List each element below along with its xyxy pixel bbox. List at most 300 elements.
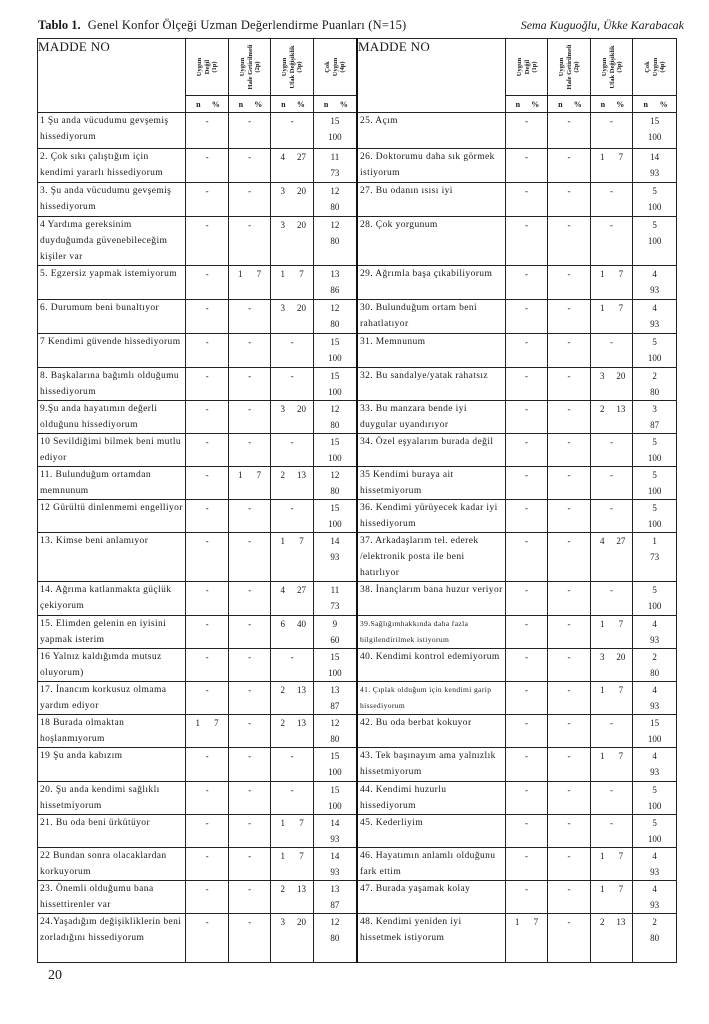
table-caption: [38, 18, 688, 36]
column-header: [590, 39, 633, 96]
n-value: 13: [330, 884, 340, 894]
percent-value: 80: [330, 236, 340, 246]
score-cell-c1: [505, 467, 548, 500]
item-text: 48. Kendimi yeniden iyi hissetmek istiyorum: [357, 914, 505, 963]
n-value: -: [525, 751, 529, 761]
column-header-label: [600, 45, 623, 88]
item-text: 12 Gürültü dinlenmemi engelliyor: [38, 500, 186, 533]
score-cell-c1: [186, 682, 229, 715]
score-cell-c2: [548, 715, 591, 748]
percent-value: 93: [650, 285, 660, 295]
percent-value: 100: [328, 132, 342, 142]
n-value: -: [248, 785, 252, 795]
n-value: -: [610, 186, 614, 196]
table-row: [38, 266, 677, 300]
table-row: [38, 616, 677, 649]
n-value: 4: [652, 884, 657, 894]
score-cell-c2: [548, 815, 591, 848]
n-value: 3: [280, 220, 286, 230]
percent-value: 20: [616, 652, 626, 662]
score-cell-c4: [313, 217, 357, 266]
table-title: Genel Konfor Ölçeği Uzman Değerlendirme Puanları (N=15): [87, 18, 407, 32]
n-value: 2: [280, 685, 286, 695]
score-cell-c3: [590, 748, 633, 782]
score-cell-c2: [548, 113, 591, 149]
n-value: -: [567, 470, 571, 480]
score-cell-c1: [186, 782, 229, 815]
score-cell-c3: [590, 649, 633, 682]
score-cell-c4: [633, 368, 677, 401]
percent-value: 80: [330, 734, 340, 744]
score-cell-c3: [590, 715, 633, 748]
n-value: 3: [280, 404, 286, 414]
n-value: -: [567, 303, 571, 313]
table-row: [38, 300, 677, 334]
percent-value: 40: [296, 619, 306, 629]
table-row: [38, 682, 677, 715]
score-cell-c4: [633, 881, 677, 914]
table-row: [38, 149, 677, 183]
column-header-line: Hale Getirilmeli: [245, 44, 253, 90]
score-cell-c4: [313, 183, 357, 217]
column-header: [271, 39, 314, 96]
n-value: 1: [280, 851, 286, 861]
score-cell-c2: [228, 434, 271, 467]
score-cell-c3: [271, 715, 314, 748]
score-cell-c1: [505, 582, 548, 616]
n-value: 12: [330, 718, 340, 728]
n-value: -: [205, 269, 209, 279]
n-value: 15: [330, 371, 340, 381]
percent-value: 93: [650, 900, 660, 910]
score-cell-c2: [228, 682, 271, 715]
table-row: [38, 848, 677, 881]
score-cell-c4: [633, 748, 677, 782]
score-cell-c4: [633, 300, 677, 334]
score-cell-c1: [505, 266, 548, 300]
score-cell-c2: [228, 914, 271, 963]
n-value: -: [205, 116, 209, 126]
n-value: -: [525, 652, 529, 662]
n-value: -: [205, 220, 209, 230]
n-value: -: [248, 585, 252, 595]
score-cell-c3: [271, 582, 314, 616]
score-cell-c1: [186, 149, 229, 183]
score-cell-c3: [590, 815, 633, 848]
n-value: 15: [330, 437, 340, 447]
score-cell-c1: [505, 149, 548, 183]
score-cell-c1: [186, 715, 229, 748]
score-cell-c4: [633, 500, 677, 533]
score-cell-c4: [313, 266, 357, 300]
n-value: -: [290, 337, 294, 347]
n-value: 15: [330, 337, 340, 347]
score-cell-c1: [505, 649, 548, 682]
n-value: -: [205, 470, 209, 480]
score-cell-c4: [313, 434, 357, 467]
percent-value: 100: [647, 519, 662, 529]
n-value: 5: [652, 585, 657, 595]
column-header-line: (3p): [295, 61, 303, 73]
item-text: 28. Çok yorgunum: [357, 217, 505, 266]
percent-label: %: [296, 99, 305, 109]
score-cell-c4: [313, 881, 357, 914]
n-value: 1: [280, 536, 286, 546]
score-cell-c4: [313, 582, 357, 616]
n-value: -: [205, 751, 209, 761]
n-value: -: [248, 152, 252, 162]
score-cell-c1: [186, 582, 229, 616]
n-value: -: [567, 337, 571, 347]
n-value: -: [205, 685, 209, 695]
item-text: 34. Özel eşyalarım burada değil: [357, 434, 505, 467]
percent-label: %: [211, 99, 220, 109]
score-cell-c4: [313, 848, 357, 881]
item-text: 40. Kendimi kontrol edemiyorum: [357, 649, 505, 682]
score-cell-c2: [548, 401, 591, 434]
item-text: 22 Bundan sonra olacaklardan korkuyorum: [38, 848, 186, 881]
score-cell-c1: [186, 183, 229, 217]
n-value: -: [248, 503, 252, 513]
n-value: 15: [330, 652, 340, 662]
n-value: 6: [280, 619, 286, 629]
column-header-line: Çok: [643, 61, 651, 73]
item-text: 26. Doktorumu daha sık görmek istiyorum: [357, 149, 505, 183]
percent-value: 100: [328, 453, 342, 463]
score-cell-c3: [271, 682, 314, 715]
item-text: 15. Elimden gelenin en iyisini yapmak isterim: [38, 616, 186, 649]
table-row: [38, 183, 677, 217]
n-value: -: [205, 404, 209, 414]
n-value: -: [525, 818, 529, 828]
n-value: 13: [330, 269, 340, 279]
n-percent-subheader: [505, 96, 548, 113]
n-value: 15: [330, 503, 340, 513]
n-value: -: [248, 685, 252, 695]
n-value: -: [567, 751, 571, 761]
score-cell-c3: [590, 914, 633, 963]
n-value: 9: [332, 619, 338, 629]
n-value: -: [205, 503, 209, 513]
score-cell-c2: [548, 266, 591, 300]
score-cell-c3: [590, 149, 633, 183]
score-cell-c2: [548, 467, 591, 500]
percent-value: 100: [647, 202, 662, 212]
percent-value: 13: [296, 718, 306, 728]
n-value: -: [567, 917, 571, 927]
n-label: n: [196, 99, 201, 109]
n-value: -: [290, 116, 294, 126]
score-cell-c4: [313, 334, 357, 368]
score-cell-c3: [271, 334, 314, 368]
score-cell-c4: [633, 401, 677, 434]
n-percent-subheader: [590, 96, 633, 113]
score-cell-c3: [271, 533, 314, 582]
score-cell-c2: [228, 582, 271, 616]
table-row: [38, 434, 677, 467]
n-value: -: [248, 751, 252, 761]
column-header-line: (1p): [530, 61, 538, 73]
n-value: -: [248, 337, 252, 347]
n-value: -: [525, 337, 529, 347]
n-value: -: [567, 652, 571, 662]
n-value: -: [525, 851, 529, 861]
score-cell-c3: [590, 848, 633, 881]
score-cell-c4: [313, 149, 357, 183]
n-percent-subheader: [228, 96, 271, 113]
score-cell-c2: [548, 334, 591, 368]
item-text: 32. Bu sandalye/yatak rahatsız: [357, 368, 505, 401]
score-cell-c4: [633, 266, 677, 300]
item-text: 35 Kendimi buraya ait hissetmiyorum: [357, 467, 505, 500]
score-cell-c4: [313, 368, 357, 401]
score-cell-c3: [590, 782, 633, 815]
percent-value: 7: [618, 152, 624, 162]
n-value: 5: [652, 503, 657, 513]
percent-value: 27: [616, 536, 626, 546]
percent-value: 7: [618, 269, 624, 279]
percent-value: 7: [618, 751, 624, 761]
percent-value: 20: [296, 404, 306, 414]
column-header-line: Uygun: [280, 57, 288, 77]
score-cell-c1: [505, 401, 548, 434]
percent-value: 20: [296, 917, 306, 927]
percent-label: %: [573, 99, 582, 109]
score-cell-c2: [228, 217, 271, 266]
n-value: -: [567, 371, 571, 381]
n-value: -: [567, 152, 571, 162]
column-header: [633, 39, 677, 96]
n-percent-subheader: [633, 96, 677, 113]
n-value: -: [290, 751, 294, 761]
item-text: 16 Yalnız kaldığımda mutsuz oluyorum): [38, 649, 186, 682]
running-header-authors: Sema Kuguoğlu, Ükke Karabacak: [520, 18, 684, 32]
score-cell-c2: [548, 782, 591, 815]
n-value: -: [248, 303, 252, 313]
n-value: -: [567, 619, 571, 629]
n-percent-subheader: [313, 96, 357, 113]
item-text: 39.Sağlığımhakkında daha fazla bilgilendirilmek istiyorum: [357, 616, 505, 649]
item-text: 17. İnancım korkusuz olmama yardım ediyor: [38, 682, 186, 715]
score-cell-c3: [590, 300, 633, 334]
score-cell-c4: [633, 616, 677, 649]
n-value: 12: [330, 470, 340, 480]
column-header-label: [558, 45, 581, 90]
n-value: -: [610, 503, 614, 513]
score-cell-c2: [228, 183, 271, 217]
percent-value: 80: [650, 387, 660, 397]
percent-value: 100: [647, 453, 662, 463]
n-value: 1: [599, 303, 605, 313]
percent-value: 13: [616, 404, 626, 414]
percent-value: 93: [650, 635, 660, 645]
item-text: 30. Bulunduğum ortam beni rahatlatıyor: [357, 300, 505, 334]
percent-value: 100: [647, 734, 662, 744]
n-value: -: [205, 152, 209, 162]
n-value: 2: [280, 718, 286, 728]
score-cell-c1: [186, 368, 229, 401]
table-row: [38, 748, 677, 782]
score-cell-c3: [271, 616, 314, 649]
n-value: -: [525, 220, 529, 230]
score-cell-c4: [313, 300, 357, 334]
score-cell-c4: [633, 649, 677, 682]
table-row: [38, 715, 677, 748]
score-cell-c1: [505, 914, 548, 963]
column-header: [313, 39, 357, 96]
score-cell-c3: [271, 368, 314, 401]
n-value: -: [248, 884, 252, 894]
n-value: -: [205, 785, 209, 795]
score-cell-c3: [590, 467, 633, 500]
score-cell-c1: [186, 401, 229, 434]
score-cell-c1: [186, 616, 229, 649]
percent-value: 7: [214, 718, 219, 728]
score-cell-c2: [228, 500, 271, 533]
n-value: 1: [599, 152, 605, 162]
percent-value: 87: [650, 420, 660, 430]
score-cell-c1: [186, 649, 229, 682]
n-value: 4: [652, 303, 657, 313]
percent-value: 20: [616, 371, 626, 381]
column-header-line: (1p): [210, 61, 218, 73]
score-cell-c3: [271, 401, 314, 434]
score-cell-c4: [633, 715, 677, 748]
score-cell-c1: [505, 682, 548, 715]
n-value: 4: [652, 269, 657, 279]
score-cell-c2: [228, 368, 271, 401]
table-row: [38, 113, 677, 149]
n-value: 2: [280, 470, 286, 480]
score-cell-c4: [633, 467, 677, 500]
score-cell-c2: [548, 300, 591, 334]
item-text: 13. Kimse beni anlamıyor: [38, 533, 186, 582]
n-value: -: [205, 585, 209, 595]
n-value: -: [610, 437, 614, 447]
n-value: -: [567, 404, 571, 414]
score-cell-c1: [186, 848, 229, 881]
n-value: -: [205, 652, 209, 662]
percent-value: 86: [330, 285, 340, 295]
item-text: 10 Sevildiğimi bilmek beni mutlu ediyor: [38, 434, 186, 467]
n-value: 3: [280, 917, 286, 927]
score-cell-c2: [228, 782, 271, 815]
column-header-line: Ufak Değişiklik: [288, 45, 296, 89]
header-row: [38, 39, 677, 96]
n-value: -: [567, 585, 571, 595]
score-cell-c3: [271, 649, 314, 682]
score-cell-c4: [633, 682, 677, 715]
percent-value: 100: [328, 668, 342, 678]
score-cell-c3: [590, 113, 633, 149]
column-header-line: Uygun: [515, 57, 523, 77]
item-text: 8. Başkalarına bağımlı olduğumu hissediyorum: [38, 368, 186, 401]
score-cell-c3: [271, 183, 314, 217]
score-cell-c1: [186, 748, 229, 782]
n-value: 14: [650, 152, 660, 162]
score-cell-c2: [548, 682, 591, 715]
percent-value: 93: [650, 701, 660, 711]
n-value: 4: [652, 619, 657, 629]
percent-value: 13: [296, 884, 306, 894]
n-value: -: [567, 818, 571, 828]
score-cell-c4: [633, 815, 677, 848]
n-value: -: [248, 652, 252, 662]
column-header: [186, 39, 229, 96]
percent-value: 7: [533, 917, 539, 927]
column-header-line: Değil: [522, 59, 530, 75]
n-value: 12: [330, 186, 340, 196]
score-cell-c3: [271, 113, 314, 149]
n-label: n: [323, 99, 329, 109]
item-text: 19 Şu anda kabızım: [38, 748, 186, 782]
score-cell-c3: [590, 616, 633, 649]
percent-value: 7: [618, 619, 624, 629]
score-cell-c4: [313, 649, 357, 682]
n-value: -: [205, 818, 209, 828]
n-value: 5: [652, 337, 657, 347]
item-text: 21. Bu oda beni ürkütüyor: [38, 815, 186, 848]
score-cell-c1: [505, 217, 548, 266]
score-cell-c2: [548, 500, 591, 533]
score-cell-c3: [590, 682, 633, 715]
score-cell-c1: [186, 533, 229, 582]
score-cell-c2: [548, 881, 591, 914]
n-value: 15: [650, 116, 660, 126]
item-text: 3. Şu anda vücudumu gevşemiş hissediyorum: [38, 183, 186, 217]
item-text: 27. Bu odanın ısısı iyi: [357, 183, 505, 217]
score-cell-c1: [186, 434, 229, 467]
percent-value: 80: [330, 933, 340, 943]
n-value: -: [205, 851, 209, 861]
score-cell-c3: [590, 217, 633, 266]
n-value: -: [205, 186, 209, 196]
score-cell-c2: [548, 914, 591, 963]
n-value: -: [567, 186, 571, 196]
n-value: -: [248, 186, 252, 196]
percent-value: 20: [296, 186, 306, 196]
expert-rating-table: [37, 38, 677, 963]
n-value: 14: [330, 536, 340, 546]
score-cell-c3: [590, 500, 633, 533]
n-value: -: [205, 437, 209, 447]
n-value: 1: [238, 269, 243, 279]
score-cell-c4: [313, 682, 357, 715]
score-cell-c4: [633, 183, 677, 217]
item-text: 36. Kendimi yürüyecek kadar iyi hissediyorum: [357, 500, 505, 533]
n-value: -: [567, 116, 571, 126]
n-value: -: [525, 371, 529, 381]
item-text: 43. Tek başınayım ama yalnızlık hissetmiyorum: [357, 748, 505, 782]
score-cell-c2: [228, 266, 271, 300]
percent-value: 7: [299, 536, 304, 546]
percent-value: 7: [618, 303, 624, 313]
n-percent-subheader: [186, 96, 229, 113]
score-cell-c3: [271, 434, 314, 467]
n-value: 1: [599, 685, 605, 695]
score-cell-c1: [505, 616, 548, 649]
percent-label: %: [659, 99, 668, 109]
score-cell-c4: [633, 149, 677, 183]
percent-value: 100: [328, 353, 342, 363]
percent-value: 7: [299, 818, 304, 828]
item-text: 46. Hayatımın anlamlı olduğunu fark ettim: [357, 848, 505, 881]
n-value: 5: [652, 785, 657, 795]
n-value: 3: [280, 303, 286, 313]
n-value: 5: [652, 186, 657, 196]
table-row: [38, 649, 677, 682]
score-cell-c3: [271, 848, 314, 881]
